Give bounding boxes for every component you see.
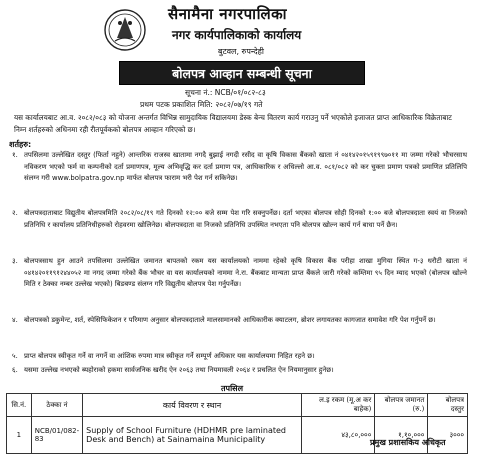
cell-bid-fee: ३००० bbox=[428, 417, 468, 454]
condition-clause bbox=[12, 351, 467, 363]
table-header-row bbox=[7, 394, 468, 417]
clause-number: १. bbox=[12, 151, 18, 159]
clause-text: बोलपत्रदाताबाट विद्युतीय बोलपत्रमिति २०८२/०८/१९ गते दिनको १२:०० बजे सम्म पेश गरि सक्नुपर्नेछ। दर्ता भएका बोलपत्र सोही दिनको १:०० बजे बोलपत्रदाता स्वयं वा निजको प्रतिनिधि र कार्यालय प्रतिनिधीहरुको रोहवरमा खोलिनेछ। बोलपत्रदाता वा निजको प्रतिनिधि उपस्थित नभएता पनि बोलपत्र खोल्न कार्य गर्न बाधा पर्ने छैन। bbox=[24, 209, 467, 229]
clause-text: प्राप्त बोलपत्र स्वीकृत गर्ने वा नगर्ने वा आंशिक रुपमा मात्र स्वीकृत गर्ने सम्पूर्ण अधिकार यस कार्यालयमा निहित रहने छ। bbox=[24, 352, 315, 360]
clause-number: ५. bbox=[12, 352, 18, 360]
header-bid-fee: बोलपत्र दस्तुर bbox=[428, 394, 468, 417]
clause-number: ३. bbox=[12, 257, 18, 265]
cell-serial: 1 bbox=[7, 417, 32, 454]
cell-bid-security: १,१०,००० bbox=[375, 417, 428, 454]
conditions-heading: शर्तहरु: bbox=[9, 140, 32, 149]
notice-title-banner: बोलपत्र आव्हान सम्बन्धी सूचना bbox=[119, 61, 365, 85]
clause-number: २. bbox=[12, 209, 18, 217]
publish-date: प्रथम पटक प्रकाशित मिति: २०८२/०७/१९ गते bbox=[140, 100, 263, 109]
header-estimate-amount: ल.इ रकम (मू.अ कर बाहेक) bbox=[301, 394, 374, 417]
cell-work-description: Supply of School Furniture (HDHMR pre laminated Desk and Bench) at Sainamaina Municipality bbox=[83, 417, 302, 454]
schedule-title: तपसिल bbox=[221, 384, 244, 393]
condition-clause bbox=[12, 150, 467, 185]
condition-clause bbox=[12, 208, 467, 231]
clause-number: ४. bbox=[12, 316, 18, 324]
clause-text: बोलपत्रसाथ हुन आउने तपसिलमा उल्लेखित जमानत बापतको रकम यस कार्यालयको नाममा रहेको कृषि विकास बैंक परीहा शाखा मुगिया स्थित ग-३ धरौटी खाता नं ०४१४२०११९१२४४०५२ मा नगद जम्मा गरेको बैंक भौचर वा यस कार्यालयको नाममा ने.रा. बैंकबाट मान्यता प्राप्त बैंकले जारी गरेको कम्तिमा ९५ दिन म्याद भएको (बोलपत्र खोल्ने मिति र ठेक्का नम्बर उल्लेख भएको) बिडबण्ड संलग्न गरि विद्युतीय बोलपत्र पेश गर्नुपर्नेछ। bbox=[24, 257, 467, 288]
header-serial: सि.नं. bbox=[7, 394, 32, 417]
header-work-description: कार्य विवरण र स्थान bbox=[83, 394, 302, 417]
condition-clause bbox=[12, 315, 467, 327]
clause-text: तपसिलमा उल्लेखित दस्तुर (फिर्ता नहुने) आन्तरिक राजस्व खातामा नगदै बुझाई नगदी रसीद वा कृषि विकास बैंकको खाता नं ०४१४२०१५९१९९७०११ मा जम्मा गरेको भौचरसाथ नविकरण भएको फर्म वा कम्पनीको दर्ता प्रमाणपत्र, मूल्य अभिवृद्धि कर दर्ता प्रमाण पत्र, आधिकारिक र अधिल्लो आ.व. ०८१/०८२ को कर चुक्ता प्रमाण पत्रको प्रमाणित प्रतिलिपि संलग्न गरी www.bolpatra.gov.np मार्फत बोलपत्र फाराम भरी पेश गर्न सकिनेछ। bbox=[24, 151, 467, 182]
nepal-government-emblem-icon bbox=[103, 8, 147, 52]
municipality-name: सैनामैना नगरपालिका bbox=[168, 5, 288, 23]
header-bid-security: बोलपत्र जमानत (रु.) bbox=[375, 394, 428, 417]
office-name: नगर कार्यपालिकाको कार्यालय bbox=[172, 28, 302, 42]
notice-number: सूचना नं.: NCB/०१/०८२-८३ bbox=[185, 88, 266, 97]
intro-paragraph: यस कार्यालयबाट आ.व. २०८२/०८३ को योजना अन्तर्गत विभिन्न सामुदायिक विद्यालयमा डेस्क बेन्च वितरण कार्य गराउनु पर्ने भएकोले इजाजत प्राप्त आधिकारिक विक्रेताबाट निम्न शर्तहरुको अधिनमा रही रीतपूर्वकको बोलपत्र आव्हान गरिएको छ। bbox=[14, 113, 452, 134]
clause-number: ६. bbox=[12, 366, 18, 374]
clause-text: यसमा उल्लेख नभएको ब्यहोराको हकमा सार्वजनिक खरीद ऐन २०६३ तथा नियमावली २०६४ र प्रचलित ऐन नियमानुसार हुनेछ। bbox=[24, 366, 334, 374]
clause-text: बोलपत्रको डकुमेन्ट, शर्त, स्पेसिफिकेशन र परिमाण अनुसार बोलपत्रदाताले मालसामानको आधिकारीक क्याटलग, ब्रोशर लगायतका कागजात समावेश गरि पेश गर्नुपर्ने छ। bbox=[24, 316, 436, 324]
condition-clause bbox=[12, 256, 467, 291]
cell-estimate-amount: ४३,८०,००० bbox=[301, 417, 374, 454]
signatory-title: प्रमुख प्रशासकिय अधिकृत bbox=[370, 438, 446, 447]
condition-clause bbox=[12, 365, 467, 377]
office-address: बुटवल, रुपन्देही bbox=[218, 47, 264, 56]
header-contract-no: ठेक्का नं bbox=[31, 394, 82, 417]
cell-contract-no: NCB/01/082-83 bbox=[31, 417, 82, 454]
